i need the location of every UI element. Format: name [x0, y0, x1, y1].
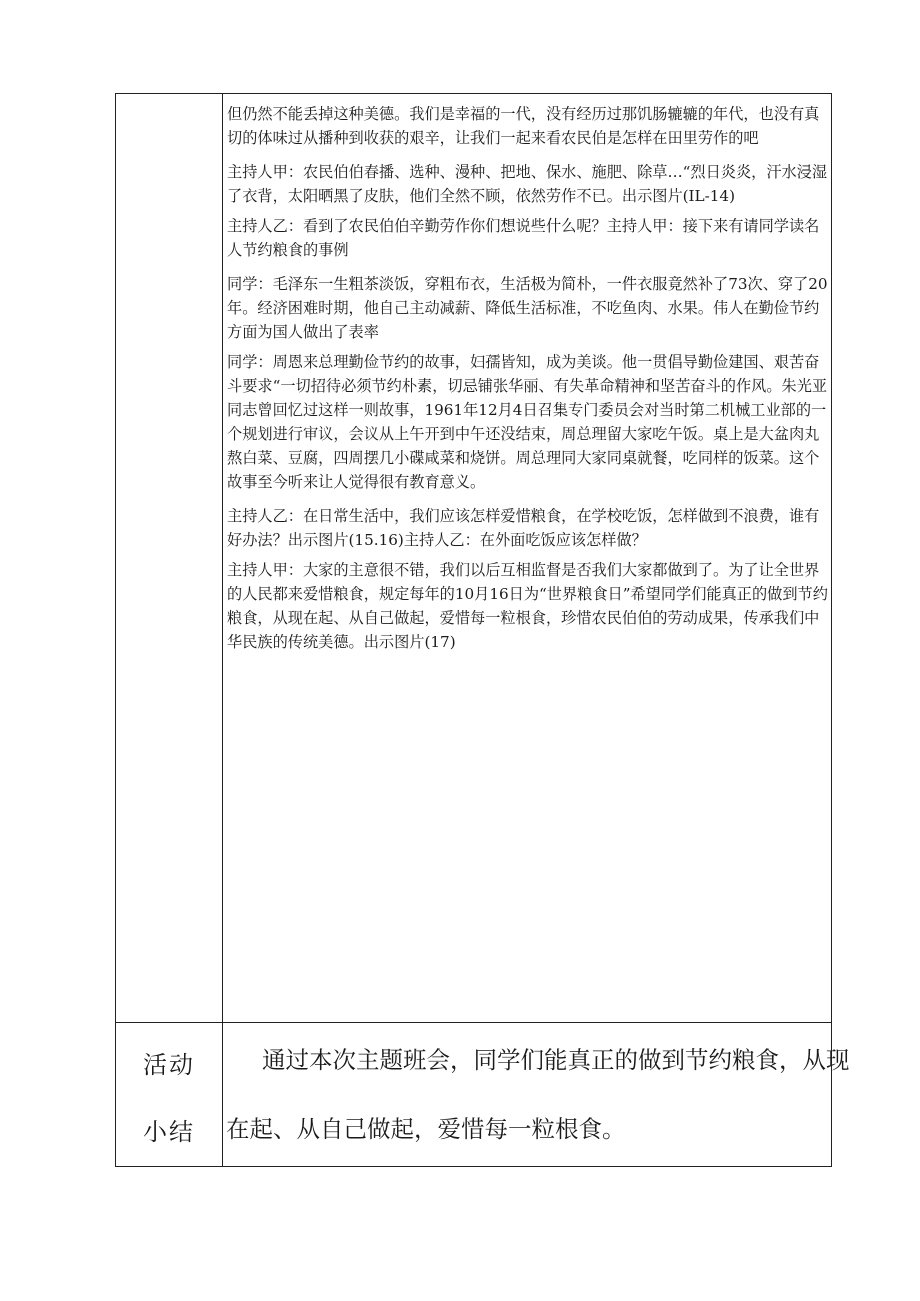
row-divider: [116, 1022, 831, 1023]
paragraph-host-a-farmers: 主持人甲：农民伯伯春播、选种、漫种、把地、保水、施肥、除草…“烈日炎炎，汗水浸湿了衣背，太阳晒黑了皮肤，他们全然不顾，依然劳作不已。出示图片(IL-14): [227, 163, 828, 205]
summary-text-line2: 在起、从自己做起，爱惜每一粒根食。: [226, 1115, 626, 1143]
summary-label-line2: 小结: [143, 1118, 195, 1146]
column-divider: [222, 94, 223, 1166]
paragraph-student-zhou: 同学：周恩来总理勤俭节约的故事，妇孺皆知，成为美谈。他一贯倡导勤俭建国、艰苦奋斗要求“一切招待必须节约朴素，切忌铺张华丽、有失革命精神和坚苦奋斗的作风。朱光亚同志曾回忆过这样一则故事，1961年12月4日召集专门委员会对当时第二机械工业部的一个规划进行审议，会议从上午开到中午还没结束，周总理留大家吃午饭。桌上是大盆肉丸熬白菜、豆腐，四周摆几小碟咸菜和烧饼。周总理同大家同桌就餐，吃同样的饭菜。这个故事至今听来让人觉得很有教育意义。: [227, 353, 828, 491]
paragraph-host-b-question: 主持人乙：看到了农民伯伯辛勤劳作你们想说些什么呢？主持人甲：接下来有请同学读名人节约粮食的事例: [227, 217, 820, 259]
summary-text-line1: 通过本次主题班会，同学们能真正的做到节约粮食，从现: [262, 1046, 850, 1074]
paragraph-host-b-daily-life: 主持人乙：在日常生活中，我们应该怎样爱惜粮食，在学校吃饭，怎样做到不浪费，谁有好办法？出示图片(15.16)主持人乙：在外面吃饭应该怎样做？: [227, 507, 820, 549]
activity-process-cell: [227, 102, 830, 654]
summary-label-line1: 活动: [143, 1051, 195, 1079]
paragraph-host-a-conclusion: 主持人甲：大家的主意很不错，我们以后互相监督是否我们大家都做到了。为了让全世界的人民都来爱惜粮食，规定每年的10月16日为“世界粮食日”希望同学们能真正的做到节约粮食，从现在起、从自己做起，爱惜每一粒根食，珍惜农民伯伯的劳动成果，传承我们中华民族的传统美德。出示图片(17): [227, 561, 828, 651]
paragraph-intro: 但仍然不能丢掉这种美德。我们是幸福的一代，没有经历过那饥肠辘辘的年代，也没有真切的体味过从播种到收获的艰辛，让我们一起来看农民伯是怎样在田里劳作的吧: [227, 105, 820, 147]
activity-table: [115, 93, 850, 1167]
paragraph-student-mao: 同学：毛泽东一生粗茶淡饭，穿粗布衣，生活极为简朴，一件衣服竟然补了73次、穿了20年。经济困难时期，他自己主动减薪、降低生活标准，不吃鱼肉、水果。伟人在勤俭节约方面为国人做出了表率: [227, 275, 828, 341]
